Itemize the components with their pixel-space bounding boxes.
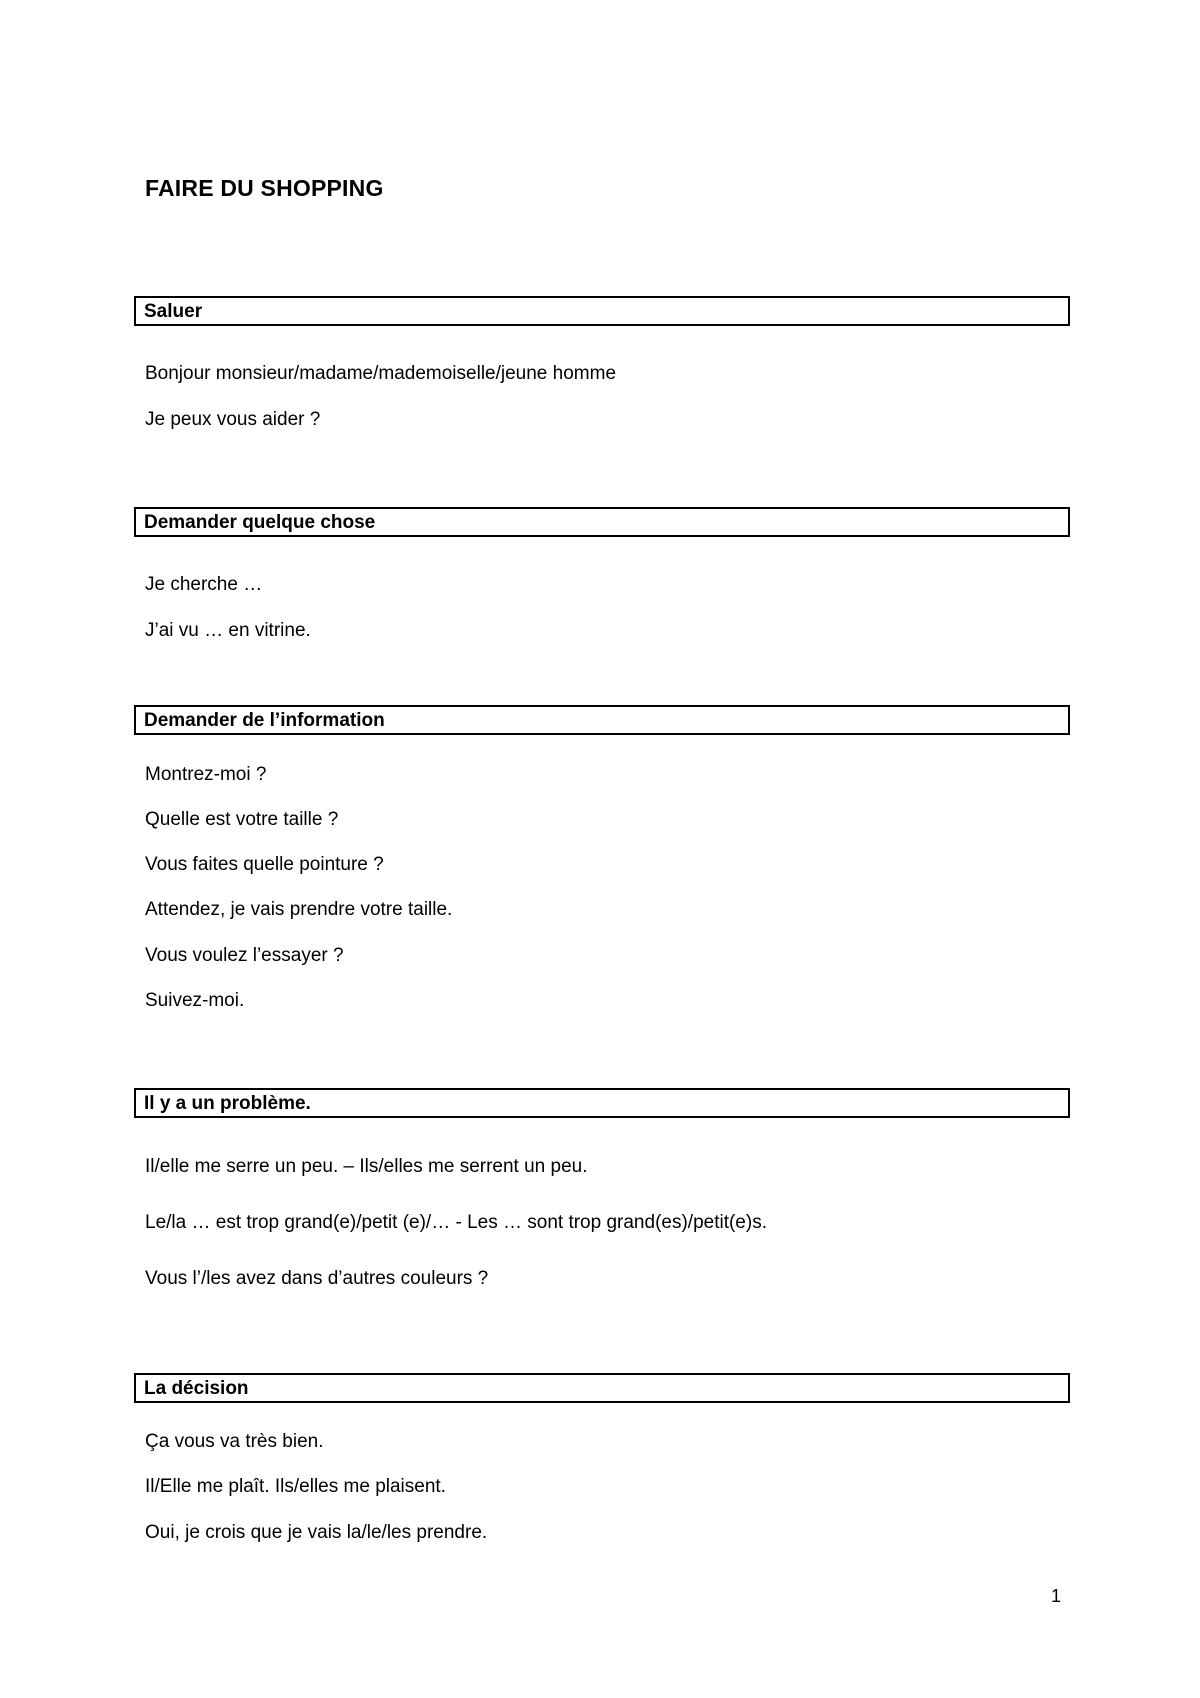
phrase-line: Bonjour monsieur/madame/mademoiselle/jeune homme (145, 363, 617, 384)
phrase-line: Ça vous va très bien. (145, 1431, 324, 1452)
phrase-line: Vous faites quelle pointure ? (145, 854, 384, 875)
section-heading: La décision (144, 1378, 249, 1399)
phrase-line: Attendez, je vais prendre votre taille. (145, 899, 453, 920)
phrase-line: Montrez-moi ? (145, 764, 267, 785)
phrase-line: Le/la … est trop grand(e)/petit (e)/… - Les … sont trop grand(es)/petit(e)s. (145, 1212, 767, 1233)
phrase-line: Il/elle me serre un peu. – Ils/elles me serrent un peu. (145, 1156, 588, 1177)
section-heading-box-demander-information (134, 705, 1070, 735)
section-heading: Demander quelque chose (144, 512, 376, 533)
section-heading-box-demander-quelque-chose (134, 507, 1070, 537)
section-heading: Demander de l’information (144, 710, 385, 731)
section-heading-box-saluer (134, 296, 1070, 326)
phrase-line: Il/Elle me plaît. Ils/elles me plaisent. (145, 1476, 446, 1497)
document-title: FAIRE DU SHOPPING (145, 175, 384, 201)
section-heading: Il y a un problème. (144, 1093, 311, 1114)
page-number: 1 (1051, 1586, 1062, 1606)
phrase-line: Oui, je crois que je vais la/le/les prendre. (145, 1522, 488, 1543)
phrase-line: Je peux vous aider ? (145, 409, 321, 430)
phrase-line: Vous voulez l’essayer ? (145, 945, 344, 966)
section-heading-box-la-decision (134, 1373, 1070, 1403)
section-heading: Saluer (144, 301, 203, 322)
phrase-line: J’ai vu … en vitrine. (145, 620, 311, 641)
phrase-line: Suivez-moi. (145, 990, 245, 1011)
phrase-line: Quelle est votre taille ? (145, 809, 339, 830)
section-heading-box-probleme (134, 1088, 1070, 1118)
phrase-line: Je cherche … (145, 574, 263, 595)
phrase-line: Vous l’/les avez dans d’autres couleurs ? (145, 1268, 489, 1289)
